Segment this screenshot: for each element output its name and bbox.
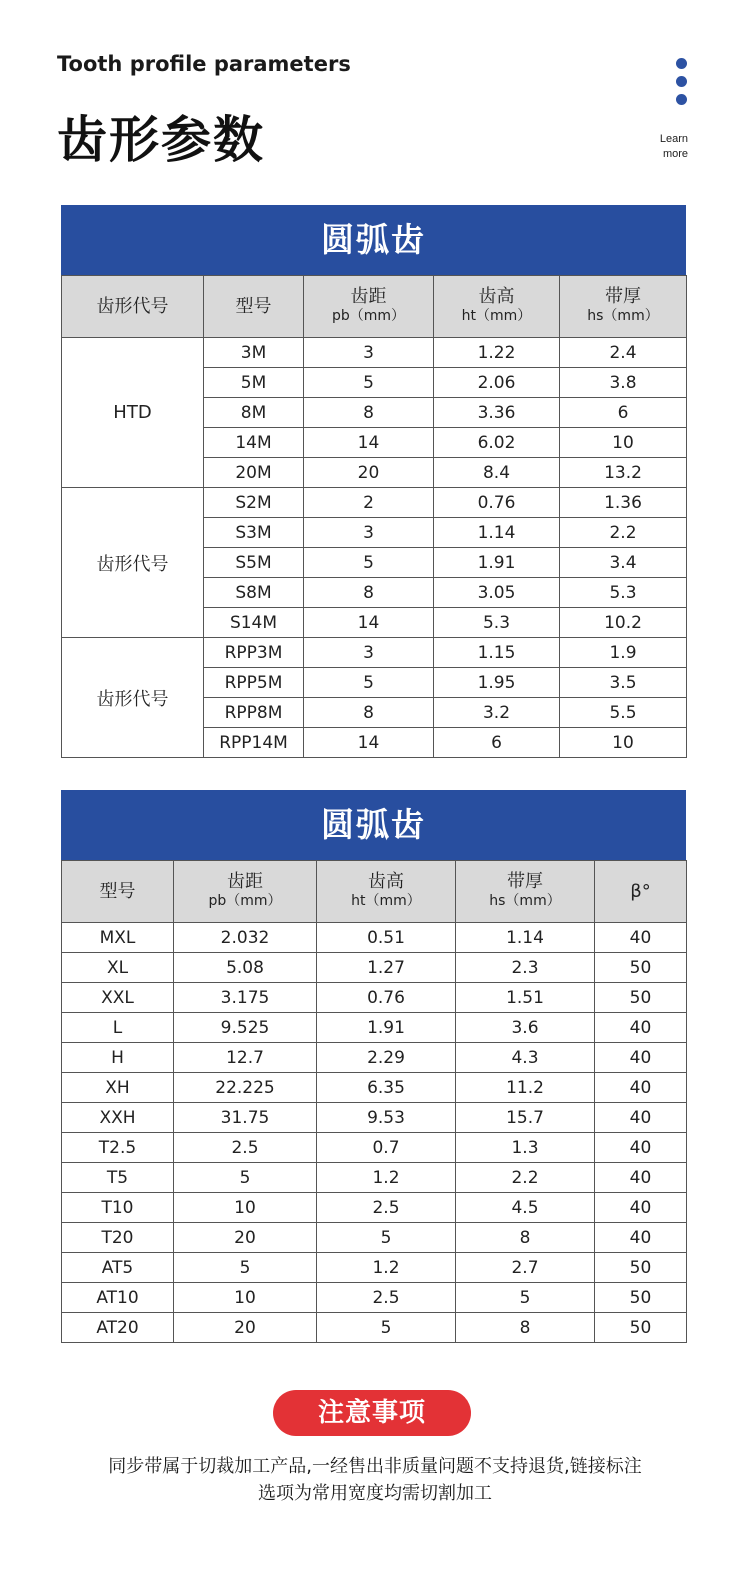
table-cell: 5 <box>174 1163 317 1193</box>
table-cell: 6.35 <box>317 1073 456 1103</box>
table-row <box>62 1013 687 1043</box>
table-cell: S2M <box>204 488 304 518</box>
column-header-unit: hs（mm） <box>587 308 659 324</box>
table-cell: 2.4 <box>560 338 687 368</box>
table-cell: 6.02 <box>434 428 560 458</box>
table-header-row <box>62 861 687 923</box>
table-cell: 2.2 <box>560 518 687 548</box>
column-header <box>456 861 595 923</box>
table-cell: XXL <box>62 983 174 1013</box>
table-cell: 5.08 <box>174 953 317 983</box>
table-row <box>62 1223 687 1253</box>
table-cell: 1.36 <box>560 488 687 518</box>
table-cell: 1.2 <box>317 1253 456 1283</box>
table-cell: 40 <box>595 1013 687 1043</box>
column-header-unit: pb（mm） <box>208 893 282 909</box>
table-cell: S5M <box>204 548 304 578</box>
column-header-unit: ht（mm） <box>351 893 421 909</box>
column-header <box>317 861 456 923</box>
table-cell: 1.15 <box>434 638 560 668</box>
table-row <box>62 1073 687 1103</box>
column-header-label: 齿距 <box>227 871 263 892</box>
table-title: 圆弧齿 <box>61 205 686 275</box>
table-cell: 5.3 <box>434 608 560 638</box>
table-cell: 10.2 <box>560 608 687 638</box>
table-cell: 40 <box>595 1163 687 1193</box>
column-header-label: β° <box>630 881 651 902</box>
table-cell: L <box>62 1013 174 1043</box>
column-header-label: 带厚 <box>605 286 641 307</box>
table-cell: 11.2 <box>456 1073 595 1103</box>
table-cell: 50 <box>595 983 687 1013</box>
table-cell: 22.225 <box>174 1073 317 1103</box>
table-cell: 40 <box>595 1223 687 1253</box>
table-cell: 40 <box>595 1103 687 1133</box>
table-row <box>62 983 687 1013</box>
table-cell: 5M <box>204 368 304 398</box>
dot-icon <box>676 58 687 69</box>
notice-line: 选项为常用宽度均需切割加工 <box>258 1483 492 1504</box>
table-cell: 3.4 <box>560 548 687 578</box>
group-label-cell: HTD <box>62 338 204 488</box>
page-subtitle-en: Tooth profile parameters <box>57 52 351 76</box>
table-cell: 40 <box>595 1193 687 1223</box>
table-cell: 14 <box>304 608 434 638</box>
table-row <box>62 1103 687 1133</box>
column-header-label: 带厚 <box>507 871 543 892</box>
column-header-unit: ht（mm） <box>461 308 532 324</box>
learn-more-link[interactable] <box>640 132 688 162</box>
table-cell: 1.51 <box>456 983 595 1013</box>
column-header <box>560 276 687 338</box>
table-cell: 6 <box>434 728 560 758</box>
table-cell: 2.5 <box>317 1193 456 1223</box>
table-cell: 1.14 <box>434 518 560 548</box>
table-cell: 5.3 <box>560 578 687 608</box>
table-cell: H <box>62 1043 174 1073</box>
table-header-row <box>62 276 687 338</box>
table-cell: 50 <box>595 1253 687 1283</box>
table-cell: 2.5 <box>174 1133 317 1163</box>
table-cell: 3.6 <box>456 1013 595 1043</box>
table-row <box>62 923 687 953</box>
table-cell: T5 <box>62 1163 174 1193</box>
table-cell: 9.53 <box>317 1103 456 1133</box>
table-cell: 2.29 <box>317 1043 456 1073</box>
table-cell: 5 <box>304 668 434 698</box>
parameter-table <box>61 860 687 1343</box>
column-header-label: 齿形代号 <box>96 296 169 317</box>
table-cell: 3 <box>304 518 434 548</box>
table-cell: XL <box>62 953 174 983</box>
table-cell: S14M <box>204 608 304 638</box>
table-cell: 1.9 <box>560 638 687 668</box>
table-cell: S8M <box>204 578 304 608</box>
table-row <box>62 488 687 518</box>
table-cell: 20M <box>204 458 304 488</box>
table-cell: 8 <box>304 578 434 608</box>
table-cell: 5.5 <box>560 698 687 728</box>
group-label-cell: 齿形代号 <box>62 638 204 758</box>
table-cell: 3.2 <box>434 698 560 728</box>
table-cell: 3.175 <box>174 983 317 1013</box>
table-row <box>62 1283 687 1313</box>
table-cell: RPP5M <box>204 668 304 698</box>
table-cell: 2.032 <box>174 923 317 953</box>
table-cell: 31.75 <box>174 1103 317 1133</box>
table-cell: 15.7 <box>456 1103 595 1133</box>
table-cell: 3 <box>304 338 434 368</box>
column-header-label: 齿距 <box>350 286 387 307</box>
table-cell: XXH <box>62 1103 174 1133</box>
table-cell: 1.95 <box>434 668 560 698</box>
column-header-label: 型号 <box>235 296 272 317</box>
notice-line: 同步带属于切裁加工产品,一经售出非质量问题不支持退货,链接标注 <box>108 1456 642 1477</box>
table-cell: 8 <box>304 698 434 728</box>
table-cell: AT20 <box>62 1313 174 1343</box>
table-cell: AT5 <box>62 1253 174 1283</box>
column-header <box>304 276 434 338</box>
column-header <box>62 276 204 338</box>
table-row <box>62 1163 687 1193</box>
table-cell: RPP8M <box>204 698 304 728</box>
table-cell: 13.2 <box>560 458 687 488</box>
table-cell: 3 <box>304 638 434 668</box>
table-cell: 8M <box>204 398 304 428</box>
dot-icon <box>676 94 687 105</box>
table-cell: XH <box>62 1073 174 1103</box>
table-cell: T20 <box>62 1223 174 1253</box>
table-cell: 0.7 <box>317 1133 456 1163</box>
table-cell: 20 <box>174 1223 317 1253</box>
table-cell: 10 <box>174 1283 317 1313</box>
notice-text <box>60 1453 690 1507</box>
table-cell: T10 <box>62 1193 174 1223</box>
table-cell: 20 <box>304 458 434 488</box>
table-row <box>62 1253 687 1283</box>
table-cell: 50 <box>595 1283 687 1313</box>
column-header <box>62 861 174 923</box>
table-cell: 1.27 <box>317 953 456 983</box>
table-row <box>62 1193 687 1223</box>
column-header-label: 齿高 <box>368 871 404 892</box>
table-cell: 4.3 <box>456 1043 595 1073</box>
column-header <box>595 861 687 923</box>
arc-tooth-table-2 <box>61 790 686 1343</box>
table-cell: 40 <box>595 923 687 953</box>
table-cell: 1.22 <box>434 338 560 368</box>
table-cell: 2.3 <box>456 953 595 983</box>
table-cell: 10 <box>560 728 687 758</box>
table-cell: S3M <box>204 518 304 548</box>
table-cell: 1.91 <box>317 1013 456 1043</box>
table-cell: 14 <box>304 428 434 458</box>
table-cell: 10 <box>560 428 687 458</box>
table-cell: 1.2 <box>317 1163 456 1193</box>
table-cell: 3.36 <box>434 398 560 428</box>
column-header-unit: pb（mm） <box>331 308 406 324</box>
table-cell: 20 <box>174 1313 317 1343</box>
table-cell: 5 <box>304 548 434 578</box>
table-row <box>62 1313 687 1343</box>
table-cell: MXL <box>62 923 174 953</box>
table-cell: RPP14M <box>204 728 304 758</box>
table-cell: 1.91 <box>434 548 560 578</box>
table-cell: AT10 <box>62 1283 174 1313</box>
table-cell: 0.51 <box>317 923 456 953</box>
table-cell: 8.4 <box>434 458 560 488</box>
column-header-label: 齿高 <box>478 286 515 307</box>
parameter-table <box>61 275 687 758</box>
learn-more-text: Learn <box>659 133 688 145</box>
table-cell: 12.7 <box>174 1043 317 1073</box>
table-cell: 9.525 <box>174 1013 317 1043</box>
table-cell: 2.5 <box>317 1283 456 1313</box>
table-cell: 0.76 <box>434 488 560 518</box>
table-cell: 40 <box>595 1043 687 1073</box>
table-cell: 5 <box>456 1283 595 1313</box>
table-row <box>62 953 687 983</box>
table-cell: 40 <box>595 1073 687 1103</box>
table-cell: 14 <box>304 728 434 758</box>
table-cell: 3M <box>204 338 304 368</box>
table-cell: 1.14 <box>456 923 595 953</box>
table-row <box>62 638 687 668</box>
table-cell: 2.7 <box>456 1253 595 1283</box>
table-cell: T2.5 <box>62 1133 174 1163</box>
dot-icon <box>676 76 687 87</box>
table-cell: 2.2 <box>456 1163 595 1193</box>
column-header <box>204 276 304 338</box>
column-header-label: 型号 <box>99 881 136 902</box>
table-cell: 50 <box>595 953 687 983</box>
table-cell: RPP3M <box>204 638 304 668</box>
table-cell: 0.76 <box>317 983 456 1013</box>
table-cell: 5 <box>317 1223 456 1253</box>
table-cell: 14M <box>204 428 304 458</box>
table-cell: 3.05 <box>434 578 560 608</box>
column-header <box>434 276 560 338</box>
column-header-unit: hs（mm） <box>489 893 561 909</box>
table-cell: 4.5 <box>456 1193 595 1223</box>
table-cell: 8 <box>304 398 434 428</box>
table-cell: 6 <box>560 398 687 428</box>
table-cell: 5 <box>317 1313 456 1343</box>
table-title: 圆弧齿 <box>61 790 686 860</box>
table-cell: 5 <box>174 1253 317 1283</box>
group-label-cell: 齿形代号 <box>62 488 204 638</box>
table-cell: 8 <box>456 1313 595 1343</box>
arc-tooth-table-1 <box>61 205 686 758</box>
learn-more-text: more <box>662 148 688 160</box>
more-dots-icon[interactable] <box>676 58 690 112</box>
table-row <box>62 338 687 368</box>
table-cell: 10 <box>174 1193 317 1223</box>
column-header <box>174 861 317 923</box>
page-title: 齿形参数 <box>57 111 265 169</box>
table-cell: 40 <box>595 1133 687 1163</box>
table-cell: 2 <box>304 488 434 518</box>
table-cell: 2.06 <box>434 368 560 398</box>
table-cell: 5 <box>304 368 434 398</box>
table-row <box>62 1043 687 1073</box>
notice-title-badge: 注意事项 <box>273 1390 471 1436</box>
table-cell: 1.3 <box>456 1133 595 1163</box>
table-cell: 3.8 <box>560 368 687 398</box>
table-row <box>62 1133 687 1163</box>
table-cell: 50 <box>595 1313 687 1343</box>
table-cell: 8 <box>456 1223 595 1253</box>
table-cell: 3.5 <box>560 668 687 698</box>
